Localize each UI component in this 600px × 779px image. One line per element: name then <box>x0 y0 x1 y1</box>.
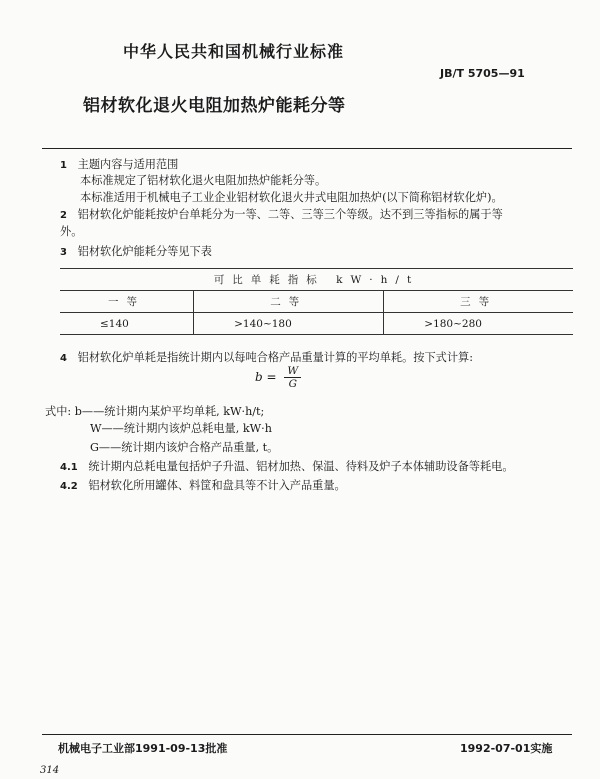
section-text: 铝材软化炉单耗是指统计期内以每吨合格产品重量计算的平均单耗。按下式计算: <box>77 351 473 364</box>
table-header-row <box>60 269 573 291</box>
grade-cell: 二等 <box>194 291 384 313</box>
unit-consumption-formula <box>255 365 301 390</box>
formula-lhs: b = <box>255 370 277 384</box>
section-4-2 <box>60 477 346 495</box>
section-text: 统计期内总耗电量包括炉子升温、铝材加热、保温、待料及炉子本体辅助设备等耗电。 <box>88 460 514 473</box>
section-number: 4.1 <box>60 462 78 473</box>
top-rule <box>42 148 572 149</box>
grade-cell: 一等 <box>60 291 194 313</box>
grade-cell: 三等 <box>384 291 573 313</box>
table-row <box>60 313 573 335</box>
formula-denominator: G <box>288 378 297 390</box>
energy-grade-table <box>60 268 573 335</box>
section-1-para-1: 本标准规定了铝材软化退火电阻加热炉能耗分等。 <box>80 174 327 187</box>
section-number: 2 <box>60 210 67 221</box>
section-number: 4 <box>60 353 67 364</box>
definition-b: b——统计期内某炉平均单耗, kW·h/t; <box>74 405 265 418</box>
page-number: 314 <box>40 765 60 776</box>
section-number: 1 <box>60 160 67 171</box>
section-number: 4.2 <box>60 481 78 492</box>
table-row <box>60 291 573 313</box>
section-1-para-2: 本标准适用于机械电子工业企业铝材软化退火井式电阻加热炉(以下简称铝材软化炉)。 <box>80 191 503 204</box>
section-number: 3 <box>60 247 67 258</box>
document-title: 铝材软化退火电阻加热炉能耗分等 <box>83 96 346 116</box>
value-cell: ≤140 <box>60 313 194 335</box>
effective-date: 1992-07-01实施 <box>460 742 553 755</box>
standard-category-header: 中华人民共和国机械行业标准 <box>123 42 345 61</box>
section-3-heading <box>60 243 212 261</box>
value-cell: >180~280 <box>384 313 573 335</box>
section-4-1 <box>60 458 514 476</box>
standard-number: JB/T 5705—91 <box>440 67 525 80</box>
definitions-label: 式中: <box>45 405 72 418</box>
definition-g: G——统计期内该炉合格产品重量, t。 <box>90 441 279 454</box>
formula-numerator: W <box>284 365 301 378</box>
section-2-line-1 <box>60 206 503 224</box>
table-header-cell: 可比单耗指标 kW·h/t <box>60 269 573 291</box>
section-text: 铝材软化炉能耗按炉台单耗分为一等、二等、三等三个等级。达不到三等指标的属于等 <box>77 208 503 221</box>
section-title: 铝材软化炉能耗分等见下表 <box>77 245 212 258</box>
definition-w: W——统计期内该炉总耗电量, kW·h <box>90 422 272 435</box>
section-text: 铝材软化所用罐体、料筐和盘具等不计入产品重量。 <box>88 479 346 492</box>
section-2-line-2: 外。 <box>60 225 83 238</box>
footer-rule <box>42 734 572 735</box>
value-cell: >140~180 <box>194 313 384 335</box>
definitions-intro <box>45 403 264 420</box>
section-title: 主题内容与适用范围 <box>77 158 179 171</box>
approval-date: 机械电子工业部1991-09-13批准 <box>58 742 228 755</box>
formula-fraction <box>284 365 301 390</box>
